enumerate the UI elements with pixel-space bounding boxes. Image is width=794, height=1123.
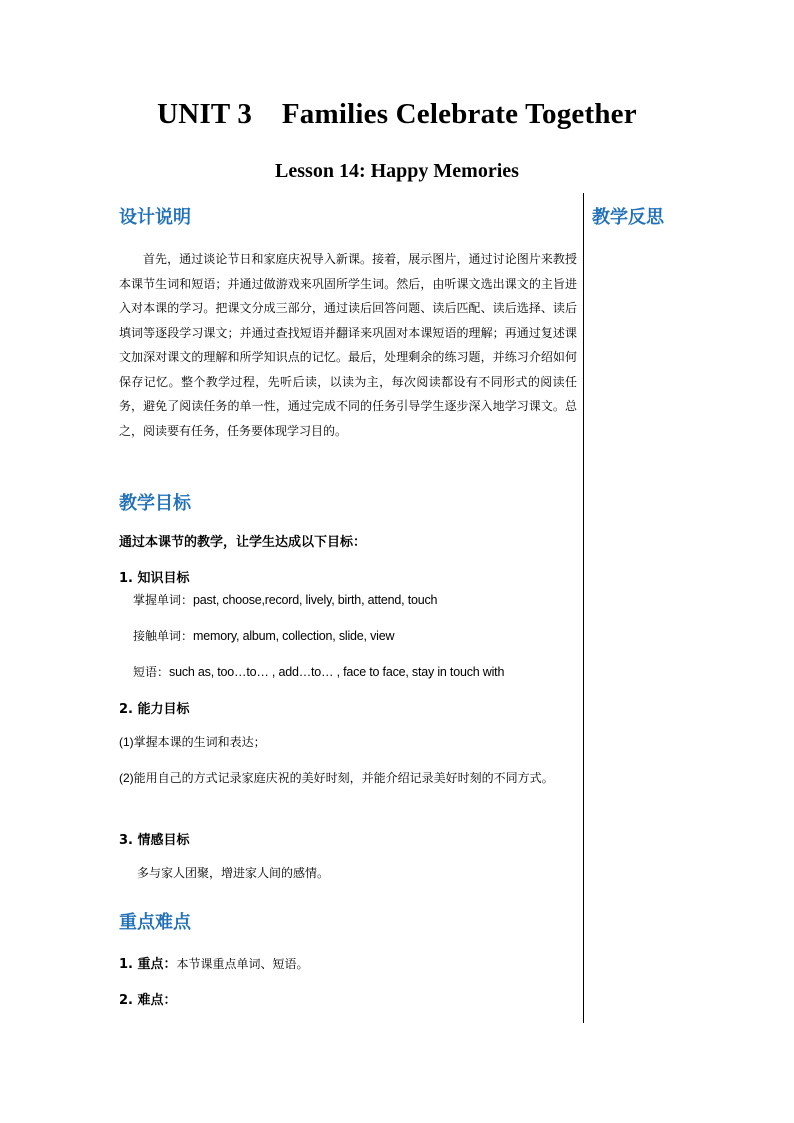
contact-words: memory, album, collection, slide, view: [193, 629, 395, 643]
phrases-label: 短语：: [133, 665, 170, 679]
contact-words-label: 接触单词：: [133, 629, 194, 643]
ability-goals-title: 2. 能力目标: [119, 702, 190, 717]
design-notes-heading: 设计说明: [119, 207, 191, 228]
emotion-goal-text: 多与家人团聚，增进家人间的感情。: [137, 866, 330, 880]
ability-goal-1-text: 掌握本课的生词和表达；: [133, 735, 266, 749]
ability-goal-1-number: (1): [119, 735, 134, 749]
design-notes-paragraph: 首先，通过谈论节日和家庭庆祝导入新课。接着，展示图片，通过讨论图片来教授本课节生词和短语；并通过做游戏来巩固所学生词。然后，由听课文选出课文的主旨进入对本课的学习。把课文分成三部分，通过读后回答问题、读后匹配、读后选择、读后填词等逐段学习课文；并通过查找短语并翻译来巩固对本课短语的理解；再通过复述课文加深对课文的理解和所学知识点的记忆。最后，处理剩余的练习题，并练习介绍如何保存记忆。整个教学过程，先听后读，以读为主，每次阅读都设有不同形式的阅读任务，避免了阅读任务的单一性，通过完成不同的任务引导学生逐步深入地学习课文。总之，阅读要有任务，任务要体现学习目的。: [119, 252, 577, 438]
unit-title: UNIT 3 Families Celebrate Together: [157, 98, 637, 130]
master-words: past, choose,record, lively, birth, attend, touch: [193, 593, 438, 607]
key-points-heading: 重点难点: [119, 912, 191, 933]
lesson-title: Lesson 14: Happy Memories: [275, 160, 519, 182]
focus-line: [119, 953, 309, 972]
column-divider: [583, 193, 584, 1023]
focus-text: 本节课重点单词、短语。: [176, 957, 309, 971]
ability-goal-2-text: 能用自己的方式记录家庭庆祝的美好时刻，并能介绍记录美好时刻的不同方式。: [133, 771, 554, 785]
goals-intro: 通过本课节的教学，让学生达成以下目标：: [119, 535, 367, 550]
teaching-goals-heading: 教学目标: [119, 493, 191, 514]
phrases: such as, too…to… , add…to… , face to face, stay in touch with: [169, 665, 505, 679]
phrases-line: [133, 663, 504, 680]
knowledge-goals-title: 1. 知识目标: [119, 571, 190, 586]
focus-label: 1. 重点：: [119, 957, 177, 972]
contact-words-line: [133, 627, 394, 644]
emotion-goals-title: 3. 情感目标: [119, 833, 190, 848]
ability-goal-1: [119, 730, 577, 754]
difficulty-label: 2. 难点：: [119, 993, 177, 1008]
master-words-line: [133, 591, 437, 608]
teaching-reflection-heading: 教学反思: [592, 207, 664, 228]
ability-goal-2-number: (2): [119, 771, 134, 785]
ability-goal-2: [119, 766, 577, 790]
master-words-label: 掌握单词：: [133, 593, 194, 607]
